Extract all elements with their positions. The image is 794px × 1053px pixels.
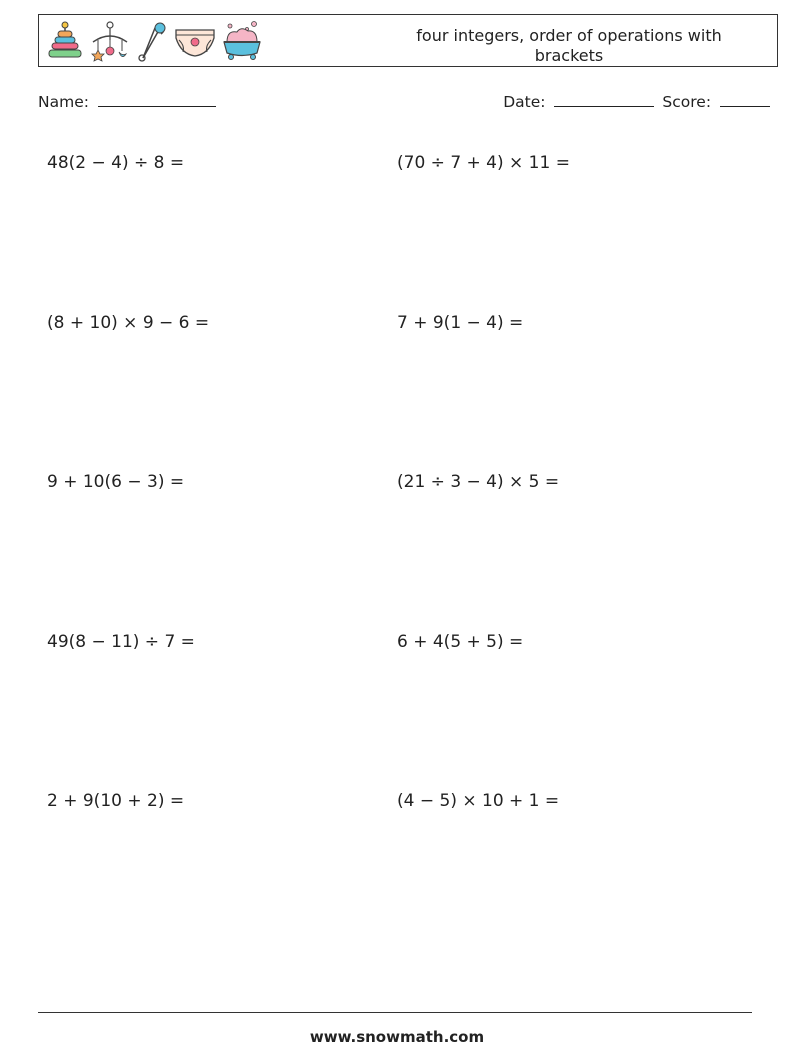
problem-2: (70 ÷ 7 + 4) × 11 = bbox=[397, 153, 570, 173]
problem-4: 7 + 9(1 − 4) = bbox=[397, 313, 524, 333]
date-score-fields bbox=[503, 92, 770, 111]
problem-6: (21 ÷ 3 − 4) × 5 = bbox=[397, 472, 560, 492]
score-field bbox=[662, 92, 770, 111]
baby-bath-icon bbox=[221, 20, 263, 62]
date-field bbox=[503, 92, 654, 111]
diaper-icon bbox=[173, 20, 217, 62]
problem-5: 9 + 10(6 − 3) = bbox=[47, 472, 185, 492]
problem-8: 6 + 4(5 + 5) = bbox=[397, 632, 524, 652]
date-label: Date: bbox=[503, 93, 546, 111]
safety-pin-icon bbox=[135, 20, 169, 62]
problem-7: 49(8 − 11) ÷ 7 = bbox=[47, 632, 195, 652]
header-icons bbox=[45, 19, 263, 63]
baby-mobile-icon bbox=[89, 20, 131, 62]
worksheet-title: four integers, order of operations with brackets bbox=[416, 26, 722, 65]
name-field bbox=[38, 92, 216, 111]
score-label: Score: bbox=[662, 93, 712, 111]
footer-website[interactable]: www.snowmath.com bbox=[309, 1028, 485, 1046]
problem-1: 48(2 − 4) ÷ 8 = bbox=[47, 153, 185, 173]
problem-3: (8 + 10) × 9 − 6 = bbox=[47, 313, 210, 333]
problem-9: 2 + 9(10 + 2) = bbox=[47, 791, 185, 811]
name-blank[interactable] bbox=[98, 92, 216, 107]
ring-stacker-icon bbox=[45, 20, 85, 62]
score-blank[interactable] bbox=[720, 92, 770, 107]
date-blank[interactable] bbox=[554, 92, 654, 107]
footer-divider bbox=[38, 1012, 752, 1013]
problem-10: (4 − 5) × 10 + 1 = bbox=[397, 791, 560, 811]
name-label: Name: bbox=[38, 93, 89, 111]
header-box bbox=[38, 14, 778, 67]
